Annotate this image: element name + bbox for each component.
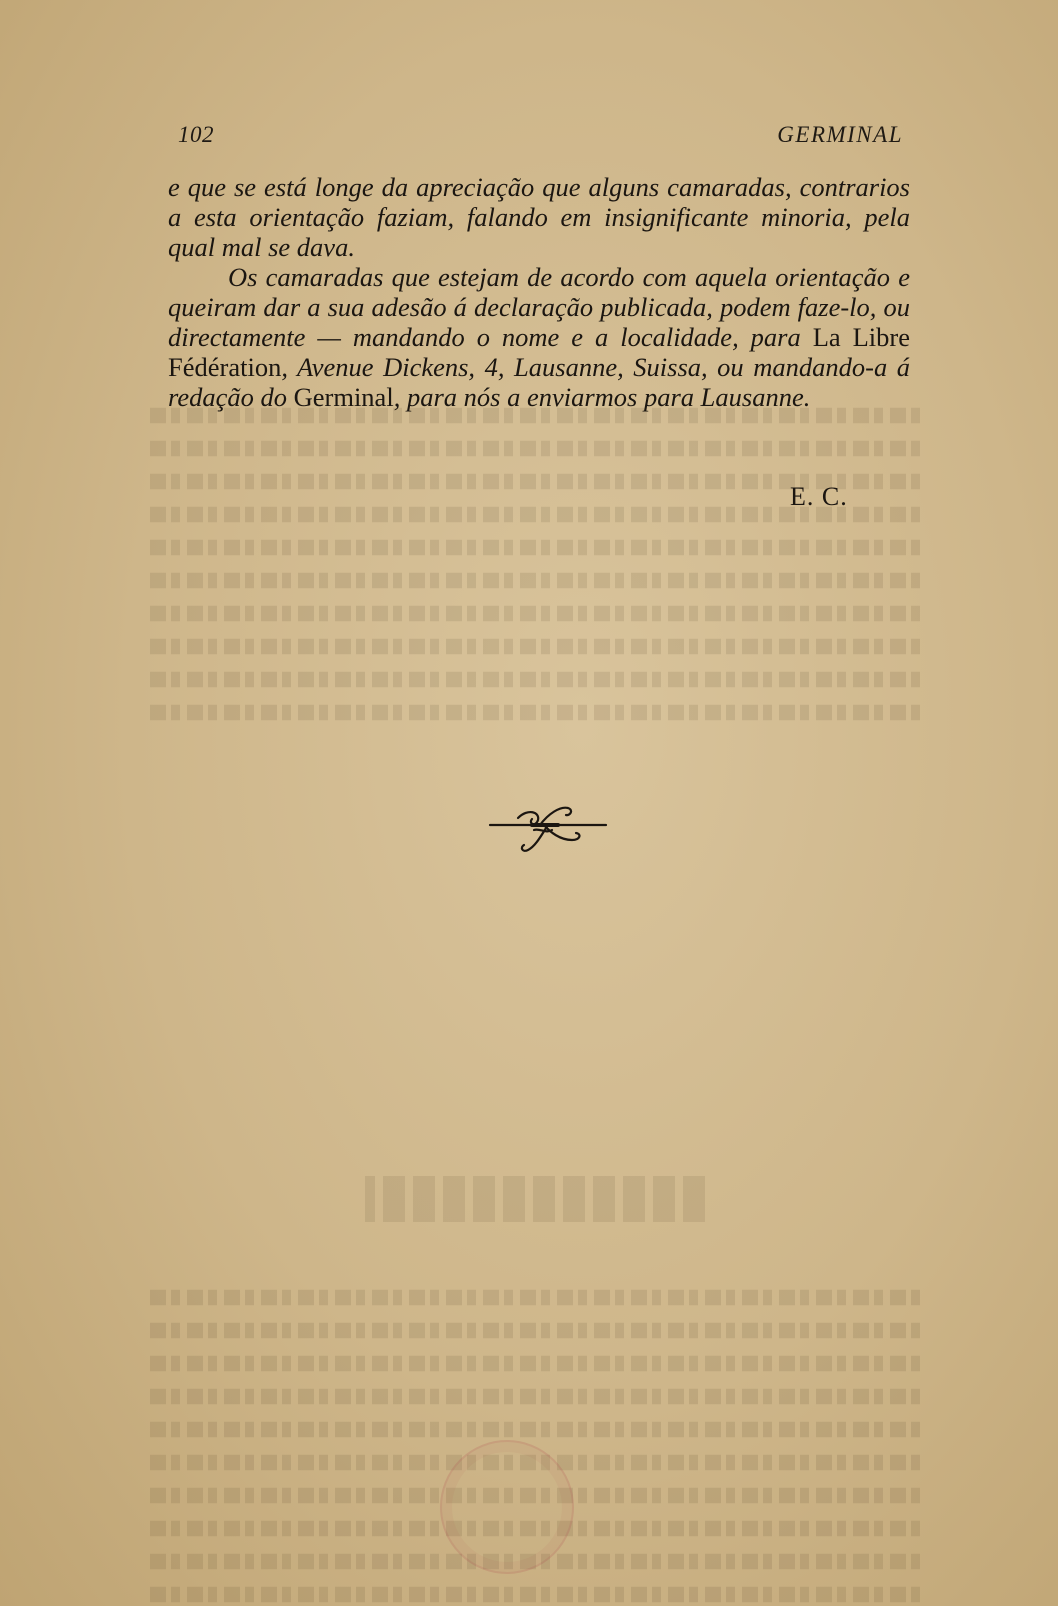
page-number: 102 — [178, 122, 214, 147]
paragraph-2-part-2: , Avenue Dickens, 4, Lausanne, Suissa, ou mandando-a á redação do — [168, 352, 910, 412]
flourish-ornament-icon — [488, 800, 608, 860]
reverse-side-show-through — [150, 400, 920, 1460]
organization-name: La Libre Fédération — [168, 322, 911, 382]
author-signature: E. C. — [790, 482, 848, 511]
running-title: GERMINAL — [777, 122, 903, 147]
paragraph-2 — [168, 262, 910, 412]
faded-library-stamp — [440, 1440, 574, 1574]
article-body — [168, 172, 910, 412]
paragraph-2-part-3: , para nós a enviarmos para Lausanne. — [393, 382, 811, 412]
journal-name: Germinal — [293, 382, 394, 412]
paragraph-1: e que se está longe da apreciação que alguns camaradas, contrarios a esta orientação faziam, falando em insignificante minoria, pela qual mal se dava. — [168, 172, 910, 262]
page-header — [178, 122, 903, 152]
paragraph-2-part-1: Os camaradas que estejam de acordo com aquela orientação e queiram dar a sua adesão á declaração publicada, podem faze-lo, ou directamente — mandando o nome e a localidade, para — [168, 262, 910, 352]
